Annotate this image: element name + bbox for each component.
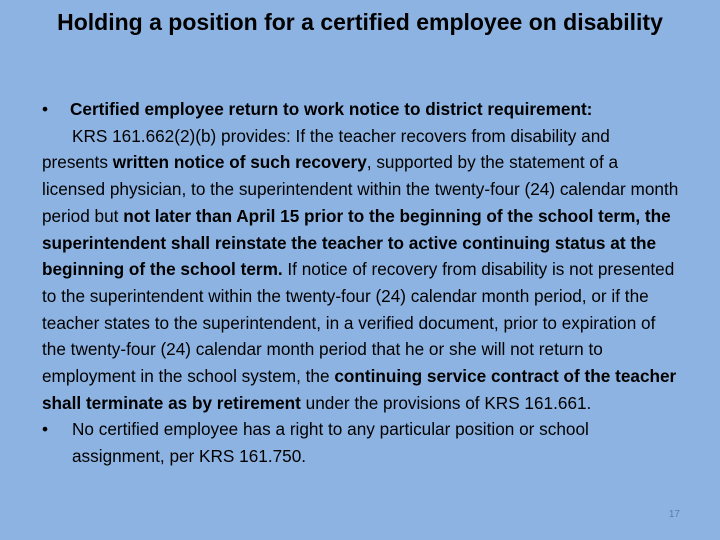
bullet-1-text-4: under the provisions of KRS 161.661. [300, 392, 592, 413]
bullet-2 [42, 416, 680, 469]
bullet-1-heading-line [42, 96, 680, 123]
bullet-1-text-1: KRS 161.662(2)(b) provides: If the teacher recovers from disability and presents [42, 125, 610, 173]
bullet-icon: • [42, 419, 49, 440]
bullet-1-bold-2: not later than April 15 prior to the beginning of the school term, the superintendent shall reinstate the teacher to active continuing status at the beginning of the school term. [42, 205, 671, 280]
bullet-1-text-3: If notice of recovery from disability is not presented to the superintendent within the twenty-four (24) calendar month period, or if the teacher states to the superintendent, in a verified document, prior to expiration of the twenty-four (24) calendar month period that he or she will not return to employment in the school system, the [42, 259, 675, 387]
bullet-1-heading: Certified employee return to work notice to district requirement: [70, 99, 593, 119]
slide-number: 17 [668, 509, 680, 520]
bullet-icon: • [42, 99, 49, 119]
bullet-1-paragraph [42, 123, 680, 417]
slide-title: Holding a position for a certified employee on disability [57, 9, 663, 35]
bullet-1-bold-3: continuing service contract of the teacher shall terminate as by retirement [42, 366, 677, 413]
bullet-2-text: No certified employee has a right to any particular position or school assignment, per KRS 161.750. [72, 419, 589, 467]
bullet-1-text-2: , supported by the statement of a licensed physician, to the superintendent within the twenty-four (24) calendar month period but [42, 152, 679, 226]
bullet-1-bold-1: written notice of such recovery [112, 152, 367, 173]
slide-body [42, 96, 680, 470]
